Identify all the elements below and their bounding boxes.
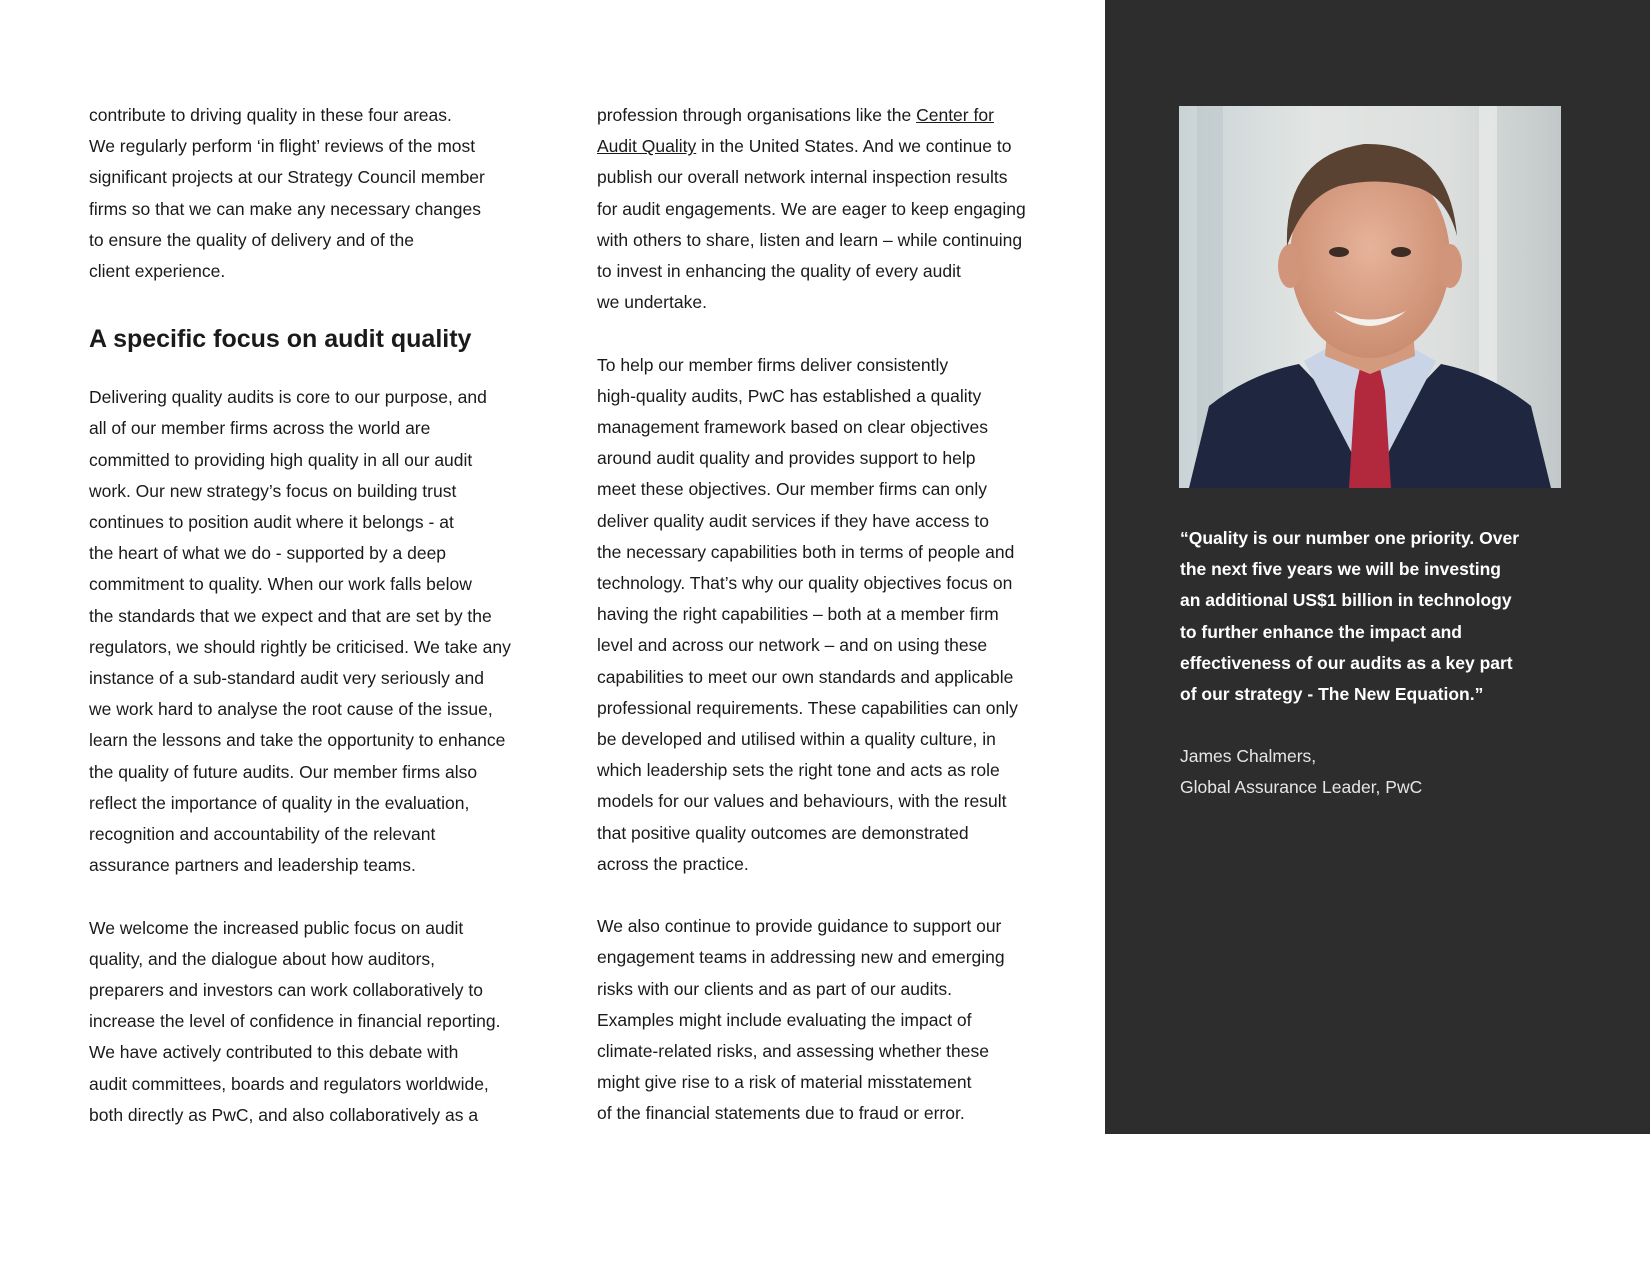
- spacer: [89, 287, 559, 323]
- middle-column: [597, 100, 1077, 1130]
- text-line: technology. That’s why our quality objectives focus on: [597, 573, 1013, 594]
- intro-paragraph: [89, 100, 559, 287]
- text-line: management framework based on clear objectives: [597, 417, 989, 438]
- text-line: To help our member firms deliver consistently: [597, 354, 949, 375]
- portrait-photo: [1179, 106, 1561, 488]
- text-line: Delivering quality audits is core to our purpose, and: [89, 387, 487, 408]
- continuation-paragraph: [597, 100, 1077, 318]
- text-line: to invest in enhancing the quality of every audit: [597, 261, 961, 282]
- audit-quality-paragraph: [89, 382, 559, 881]
- text-fragment: in the United States. And we continue to: [696, 136, 1012, 157]
- text-line: We regularly perform ‘in flight’ reviews of the most: [89, 136, 476, 157]
- text-line: committed to providing high quality in all our audit: [89, 449, 473, 470]
- text-line: professional requirements. These capabilities can only: [597, 697, 1018, 718]
- text-line: to ensure the quality of delivery and of the: [89, 229, 414, 250]
- text-line: of the financial statements due to fraud or error.: [597, 1103, 965, 1124]
- quote-line: the next five years we will be investing: [1180, 559, 1501, 580]
- text-line: the standards that we expect and that are set by the: [89, 605, 492, 626]
- text-line: high-quality audits, PwC has established a quality: [597, 385, 982, 406]
- text-line: regulators, we should rightly be criticised. We take any: [89, 636, 511, 657]
- text-line: We also continue to provide guidance to support our: [597, 916, 1002, 937]
- text-line: we work hard to analyse the root cause of the issue,: [89, 699, 493, 720]
- spacer: [597, 318, 1077, 349]
- left-column: [89, 100, 559, 1131]
- text-line: the quality of future audits. Our member firms also: [89, 761, 478, 782]
- text-line: recognition and accountability of the relevant: [89, 824, 436, 845]
- framework-paragraph: [597, 350, 1077, 880]
- text-line: that positive quality outcomes are demonstrated: [597, 822, 969, 843]
- text-line: risks with our clients and as part of our audits.: [597, 978, 953, 999]
- text-line: We welcome the increased public focus on audit: [89, 917, 464, 938]
- text-line: publish our overall network internal inspection results: [597, 167, 1008, 188]
- text-line: the heart of what we do - supported by a deep: [89, 543, 447, 564]
- text-line: the necessary capabilities both in terms of people and: [597, 541, 1015, 562]
- text-line: reflect the importance of quality in the evaluation,: [89, 792, 470, 813]
- text-line: commitment to quality. When our work falls below: [89, 574, 472, 595]
- text-line: preparers and investors can work collaboratively to: [89, 980, 483, 1001]
- text-line: capabilities to meet our own standards and applicable: [597, 666, 1014, 687]
- text-line: models for our values and behaviours, with the result: [597, 791, 1007, 812]
- text-line: [597, 131, 1077, 162]
- text-line: around audit quality and provides support to help: [597, 448, 976, 469]
- quote-line: an additional US$1 billion in technology: [1180, 590, 1512, 611]
- text-line: level and across our network – and on using these: [597, 635, 988, 656]
- text-line: continues to position audit where it belongs - at: [89, 512, 454, 533]
- text-line: client experience.: [89, 261, 226, 282]
- text-line: with others to share, listen and learn – while continuing: [597, 229, 1023, 250]
- text-line: might give rise to a risk of material misstatement: [597, 1072, 972, 1093]
- text-line: be developed and utilised within a quality culture, in: [597, 729, 996, 750]
- text-line: engagement teams in addressing new and emerging: [597, 947, 1005, 968]
- section-heading: A specific focus on audit quality: [89, 325, 472, 354]
- text-line: having the right capabilities – both at a member firm: [597, 604, 999, 625]
- quote-attribution: [1180, 741, 1422, 803]
- text-line: quality, and the dialogue about how auditors,: [89, 948, 436, 969]
- quote-line: of our strategy - The New Equation.”: [1180, 684, 1484, 705]
- text-line: firms so that we can make any necessary changes: [89, 198, 481, 219]
- text-line: learn the lessons and take the opportunity to enhance: [89, 730, 506, 751]
- quote-line: effectiveness of our audits as a key part: [1180, 652, 1513, 673]
- spacer: [89, 355, 559, 382]
- text-line: all of our member firms across the world are: [89, 418, 431, 439]
- text-line: meet these objectives. Our member firms can only: [597, 479, 988, 500]
- text-line: which leadership sets the right tone and acts as role: [597, 760, 1000, 781]
- spacer: [597, 880, 1077, 911]
- text-line: [597, 100, 1077, 131]
- text-line: for audit engagements. We are eager to keep engaging: [597, 198, 1026, 219]
- quote-line: “Quality is our number one priority. Over: [1180, 528, 1520, 548]
- center-for-audit-quality-link[interactable]: Center for: [916, 105, 994, 125]
- portrait-illustration: [1179, 106, 1561, 488]
- center-for-audit-quality-link[interactable]: Audit Quality: [597, 136, 697, 157]
- text-fragment: profession through organisations like the: [597, 105, 917, 125]
- text-line: we undertake.: [597, 292, 707, 313]
- text-line: Examples might include evaluating the impact of: [597, 1009, 972, 1030]
- text-line: instance of a sub-standard audit very seriously and: [89, 668, 484, 689]
- text-line: We have actively contributed to this debate with: [89, 1042, 459, 1063]
- attribution-title: Global Assurance Leader, PwC: [1180, 777, 1423, 798]
- text-line: across the practice.: [597, 853, 749, 874]
- text-line: assurance partners and leadership teams.: [89, 855, 416, 876]
- guidance-paragraph: [597, 911, 1077, 1129]
- text-line: increase the level of confidence in financial reporting.: [89, 1011, 501, 1032]
- attribution-name: James Chalmers,: [1180, 746, 1317, 766]
- quote-line: to further enhance the impact and: [1180, 621, 1462, 642]
- text-line: work. Our new strategy’s focus on building trust: [89, 480, 457, 501]
- public-focus-paragraph: [89, 913, 559, 1131]
- spacer: [89, 881, 559, 912]
- text-line: contribute to driving quality in these four areas.: [89, 105, 452, 125]
- text-line: both directly as PwC, and also collaboratively as a: [89, 1104, 479, 1125]
- text-line: deliver quality audit services if they have access to: [597, 510, 989, 531]
- text-line: climate-related risks, and assessing whether these: [597, 1041, 989, 1062]
- text-line: audit committees, boards and regulators worldwide,: [89, 1073, 489, 1094]
- text-line: significant projects at our Strategy Council member: [89, 167, 485, 188]
- pull-quote: [1180, 523, 1580, 710]
